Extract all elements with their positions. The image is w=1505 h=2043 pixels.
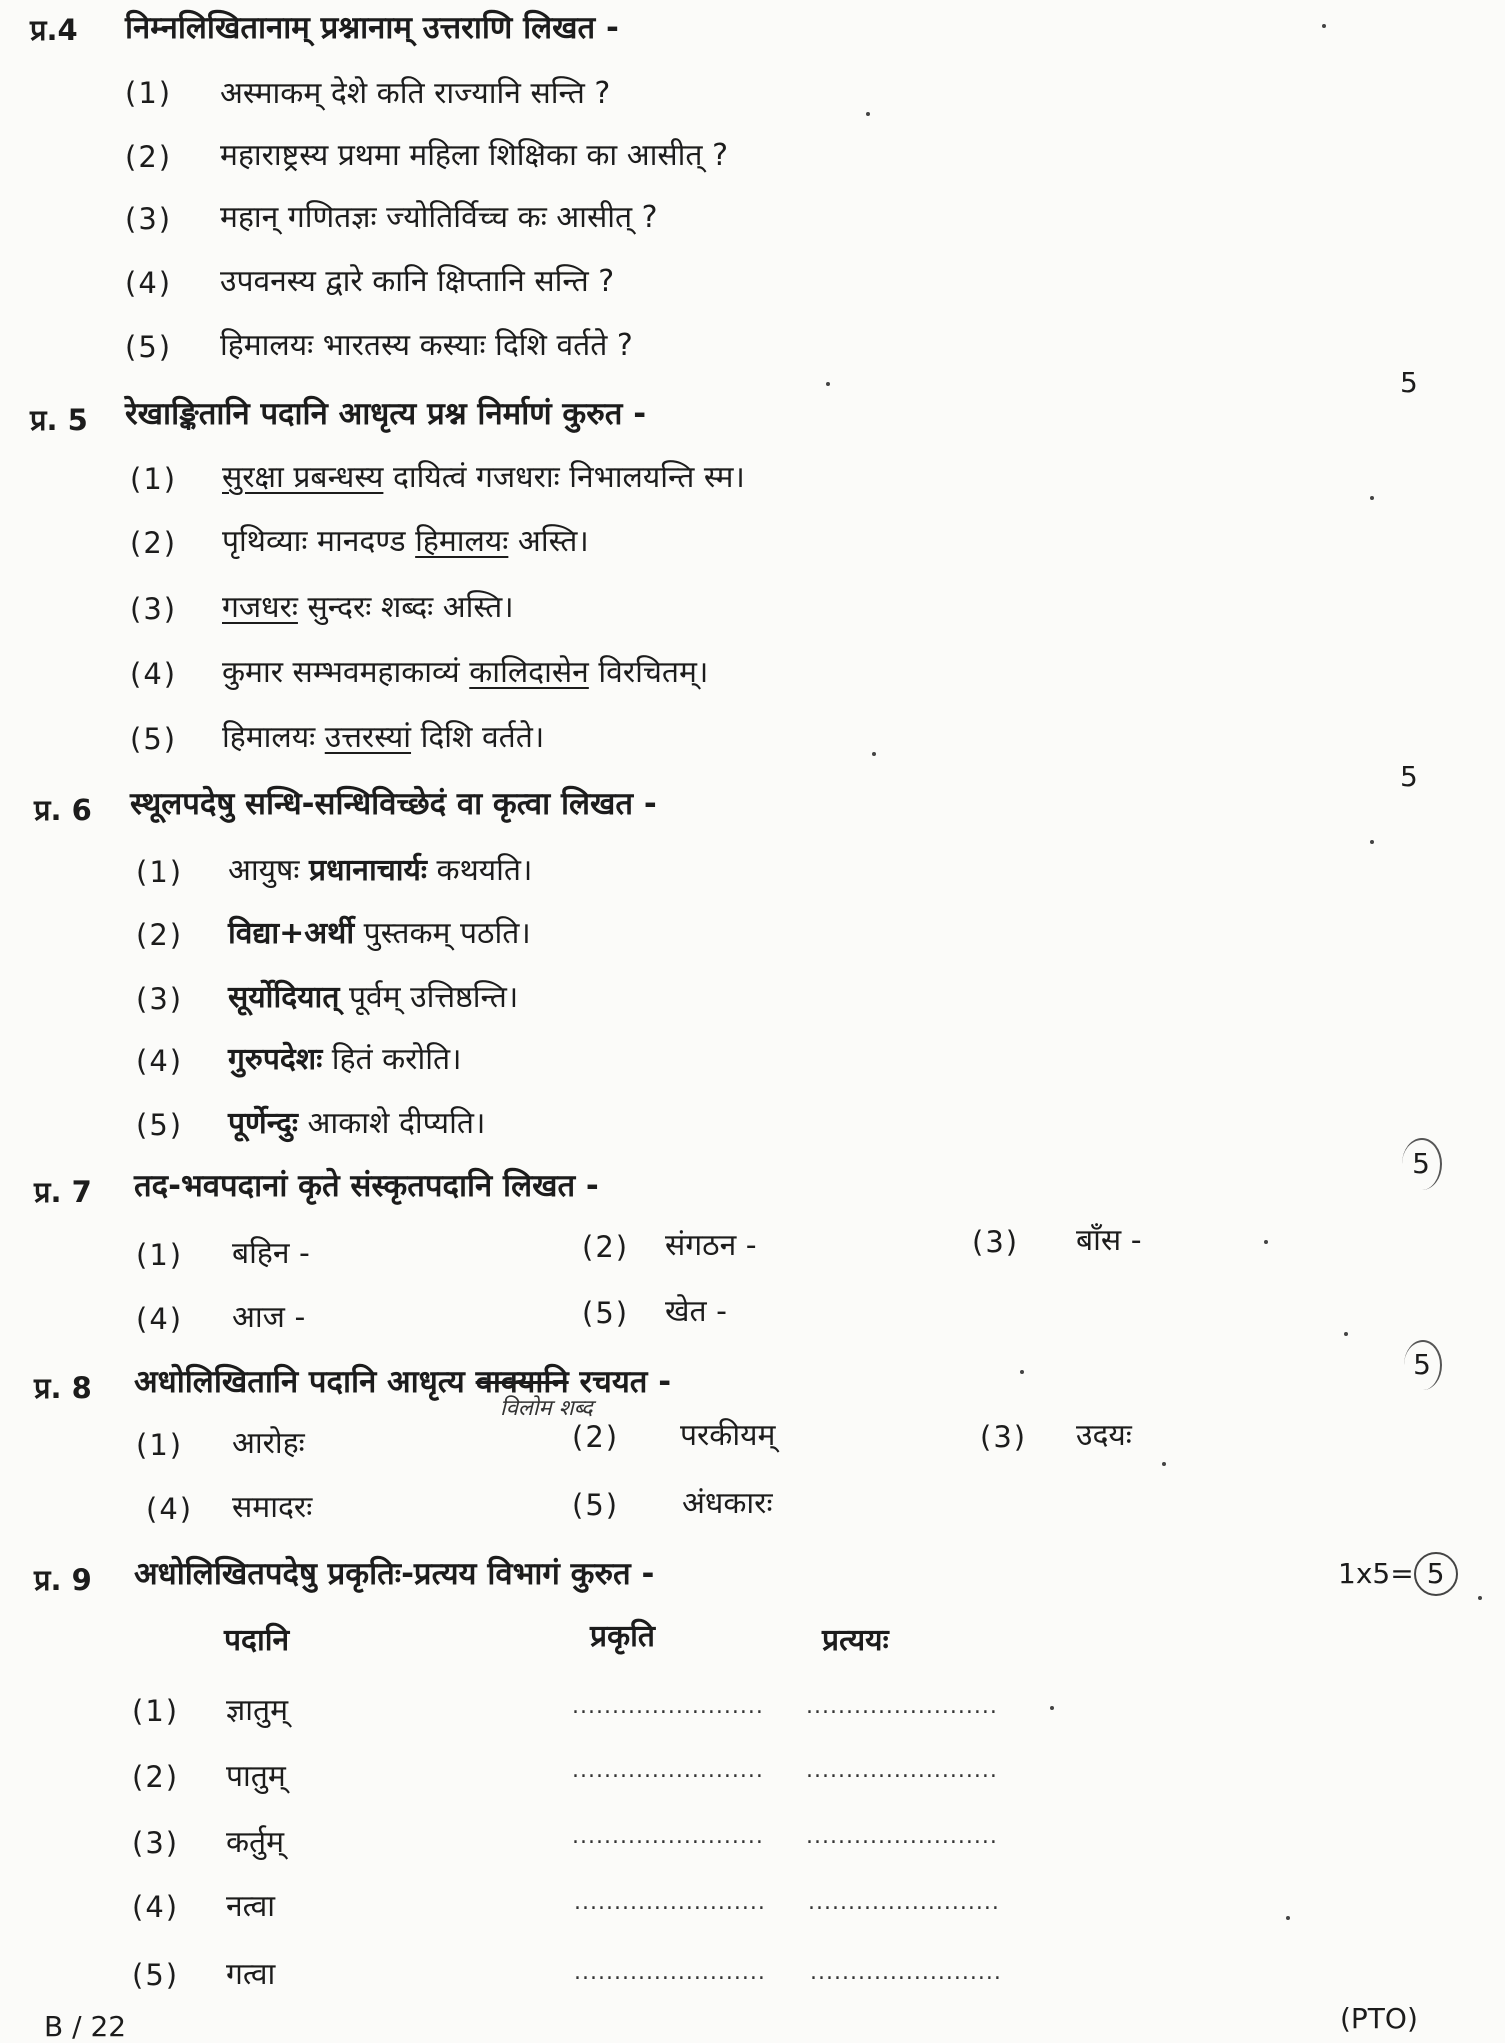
scan-speck [1370,840,1374,844]
q9-number: प्र. 9 [34,1563,92,1597]
q6-item-4 [228,1037,461,1078]
q7-item-1-text: बहिन - [232,1236,310,1271]
q5-item-3 [222,585,514,626]
q7-text: तद-भवपदानां कृते संस्कृतपदानि लिखत - [134,1168,599,1204]
q4-item-4-text: उपवनस्य द्वारे कानि क्षिप्तानि सन्ति ? [220,264,615,299]
q8-item-3-text: उदयः [1076,1418,1132,1453]
scan-speck [1020,1370,1024,1374]
q9-row-3-root-blank: ........................ [572,1824,764,1849]
q6-item-1-post: कथयति। [427,853,533,888]
q9-row-3-word: कर्तुम् [226,1825,285,1860]
footer-page-code: B / 22 [44,2010,127,2043]
q5-item-3-underlined: गजधरः [222,590,298,625]
q5-marks: 5 [1400,760,1418,793]
q7-marks-circled: 5 [1404,1340,1442,1390]
q5-item-4 [222,650,708,691]
q6-marks-circled: 5 [1402,1138,1442,1190]
q9-col-header-suffix: प्रत्ययः [822,1623,889,1658]
q4-number: प्र.4 [30,13,78,47]
q7-item-2-text: संगठन - [665,1228,757,1263]
q6-item-4-number: (4) [136,1044,184,1078]
q5-item-3-number: (3) [130,592,178,626]
q5-item-5 [222,715,544,756]
q5-item-4-pre: कुमार सम्भवमहाकाव्यं [222,655,470,690]
scan-speck [1344,1332,1348,1336]
q5-item-4-post: विरचितम्। [588,655,709,690]
q8-handwritten-note: विलोम शब्द [500,1396,593,1421]
q4-text: निम्नलिखितानाम् प्रश्नानाम् उत्तराणि लिखत - [125,10,619,46]
q5-item-4-underlined: कालिदासेन [469,655,589,690]
q5-item-2-number: (2) [130,526,178,560]
q4-item-1-text: अस्माकम् देशे कति राज्यानि सन्ति ? [220,76,611,111]
q4-item-3-number: (3) [125,202,173,236]
scan-speck [872,752,876,756]
q9-row-4-root-blank: ........................ [574,1890,766,1915]
q9-col-header-words: पदानि [224,1623,290,1658]
q7-number: प्र. 7 [34,1175,92,1209]
scan-speck [1050,1706,1054,1710]
q7-item-3-text: बाँस - [1076,1223,1142,1258]
q6-item-4-bold: गुरुपदेशः [228,1042,323,1077]
scan-speck [1286,1916,1290,1920]
q7-item-1-number: (1) [136,1238,184,1272]
q9-marks-circled: 5 [1414,1552,1458,1596]
q4-marks: 5 [1400,366,1418,399]
q5-item-2-post: अस्ति। [508,524,589,559]
q9-marks-prefix: 1x5= [1338,1557,1414,1590]
q8-item-2-text: परकीयम् [680,1418,776,1453]
q8-text-pre: अधोलिखितानि पदानि आधृत्य [134,1364,476,1400]
q9-col-header-root: प्रकृति [590,1619,655,1654]
q6-item-5-post: आकाशे दीप्यति। [298,1106,486,1141]
q5-item-5-post: दिशि वर्तते। [411,720,545,755]
q4-item-5-number: (5) [125,330,173,364]
q9-row-5-suffix-blank: ........................ [810,1960,1002,1985]
q8-text-post: रचयत - [568,1364,672,1400]
q5-item-2-pre: पृथिव्याः मानदण्ड [222,524,416,559]
q9-row-2-suffix-blank: ........................ [806,1758,998,1783]
q9-row-1-suffix-blank: ........................ [806,1694,998,1719]
q7-item-2-number: (2) [582,1230,630,1264]
q9-row-2-number: (2) [132,1760,180,1794]
scan-speck [866,112,870,116]
scan-speck [1162,1462,1166,1466]
q6-item-1-pre: आयुषः [228,853,309,888]
q5-item-5-underlined: उत्तरस्यां [324,720,412,755]
q6-item-1-number: (1) [136,855,184,889]
q6-item-3-number: (3) [136,982,184,1016]
q9-row-2-word: पातुम् [226,1759,286,1794]
q6-item-2-number: (2) [136,918,184,952]
q6-item-2-bold: विद्या+अर्थी [228,916,355,951]
footer-pto: (PTO) [1340,2002,1418,2035]
q4-item-2-number: (2) [125,140,173,174]
q6-item-3-bold: सूर्योदियात् [228,980,340,1015]
q6-text: स्थूलपदेषु सन्धि-सन्धिविच्छेदं वा कृत्वा लिखत - [130,786,657,822]
scan-speck [1370,496,1374,500]
q5-item-1 [222,455,745,496]
q6-number: प्र. 6 [34,793,92,827]
q9-row-1-number: (1) [132,1694,180,1728]
q9-row-1-word: ज्ञातुम् [226,1693,289,1728]
q8-item-5-text: अंधकारः [682,1486,773,1521]
q8-number: प्र. 8 [34,1371,92,1405]
q9-row-5-number: (5) [132,1958,180,1992]
q6-item-5 [228,1101,485,1142]
q5-item-4-number: (4) [130,657,178,691]
q8-item-5-number: (5) [572,1488,620,1522]
q4-item-3-text: महान् गणितज्ञः ज्योतिर्विच्च कः आसीत् ? [220,200,658,235]
q8-item-3-number: (3) [980,1420,1028,1454]
q6-item-2-post: पुस्तकम् पठति। [354,916,531,951]
scan-speck [826,382,830,386]
q5-item-1-number: (1) [130,462,178,496]
q9-row-4-word: नत्वा [226,1889,276,1924]
scan-speck [1264,1240,1268,1244]
q4-item-1-number: (1) [125,76,173,110]
scan-speck [1322,24,1326,28]
q6-item-4-post: हितं करोति। [322,1042,462,1077]
q4-item-5-text: हिमालयः भारतस्य कस्याः दिशि वर्तते ? [220,328,633,363]
q7-item-5-number: (5) [582,1296,630,1330]
q6-item-5-bold: पूर्णेन्दुः [228,1106,298,1141]
scan-speck [1478,1596,1482,1600]
q5-item-5-number: (5) [130,722,178,756]
q9-row-3-number: (3) [132,1826,180,1860]
q5-text: रेखाङ्कितानि पदानि आधृत्य प्रश्न निर्माणं कुरुत - [125,396,647,432]
q8-text-struck: वाक्यानि [475,1364,569,1400]
q4-item-4-number: (4) [125,266,173,300]
q7-item-4-text: आज - [232,1300,306,1335]
q8-item-2-number: (2) [572,1420,620,1454]
q6-item-5-number: (5) [136,1108,184,1142]
q7-item-4-number: (4) [136,1302,184,1336]
q5-item-3-post: सुन्दरः शब्दः अस्ति। [297,590,514,625]
q9-row-4-suffix-blank: ........................ [808,1890,1000,1915]
q8-item-1-number: (1) [136,1428,184,1462]
q5-item-5-pre: हिमालयः [222,720,325,755]
q9-row-5-word: गत्वा [226,1957,276,1992]
q6-item-1 [228,848,532,889]
q8-item-1-text: आरोहः [232,1426,305,1461]
q8-item-4-number: (4) [146,1492,194,1526]
q9-marks [1338,1552,1458,1596]
q5-item-2 [222,519,589,560]
q6-item-3 [228,975,518,1016]
q7-item-5-text: खेत - [665,1294,728,1329]
q8-item-4-text: समादरः [232,1490,313,1525]
q6-item-2 [228,911,531,952]
q6-item-3-post: पूर्वम् उत्तिष्ठन्ति। [339,980,519,1015]
q9-row-4-number: (4) [132,1890,180,1924]
q4-item-2-text: महाराष्ट्रस्य प्रथमा महिला शिक्षिका का आसीत् ? [220,138,728,173]
q5-item-1-post: दायित्वं गजधराः निभालयन्ति स्म। [383,460,745,495]
q7-item-3-number: (3) [972,1225,1020,1259]
q5-number: प्र. 5 [30,403,88,437]
q9-row-5-root-blank: ........................ [574,1960,766,1985]
q6-item-1-bold: प्रधानाचार्यः [309,853,427,888]
q9-row-3-suffix-blank: ........................ [806,1824,998,1849]
q9-text: अधोलिखितपदेषु प्रकृतिः-प्रत्यय विभागं कुरुत - [134,1556,655,1592]
q9-row-2-root-blank: ........................ [572,1758,764,1783]
q9-row-1-root-blank: ........................ [572,1694,764,1719]
q5-item-2-underlined: हिमालयः [415,524,509,559]
q5-item-1-underlined: सुरक्षा प्रबन्धस्य [222,460,384,495]
